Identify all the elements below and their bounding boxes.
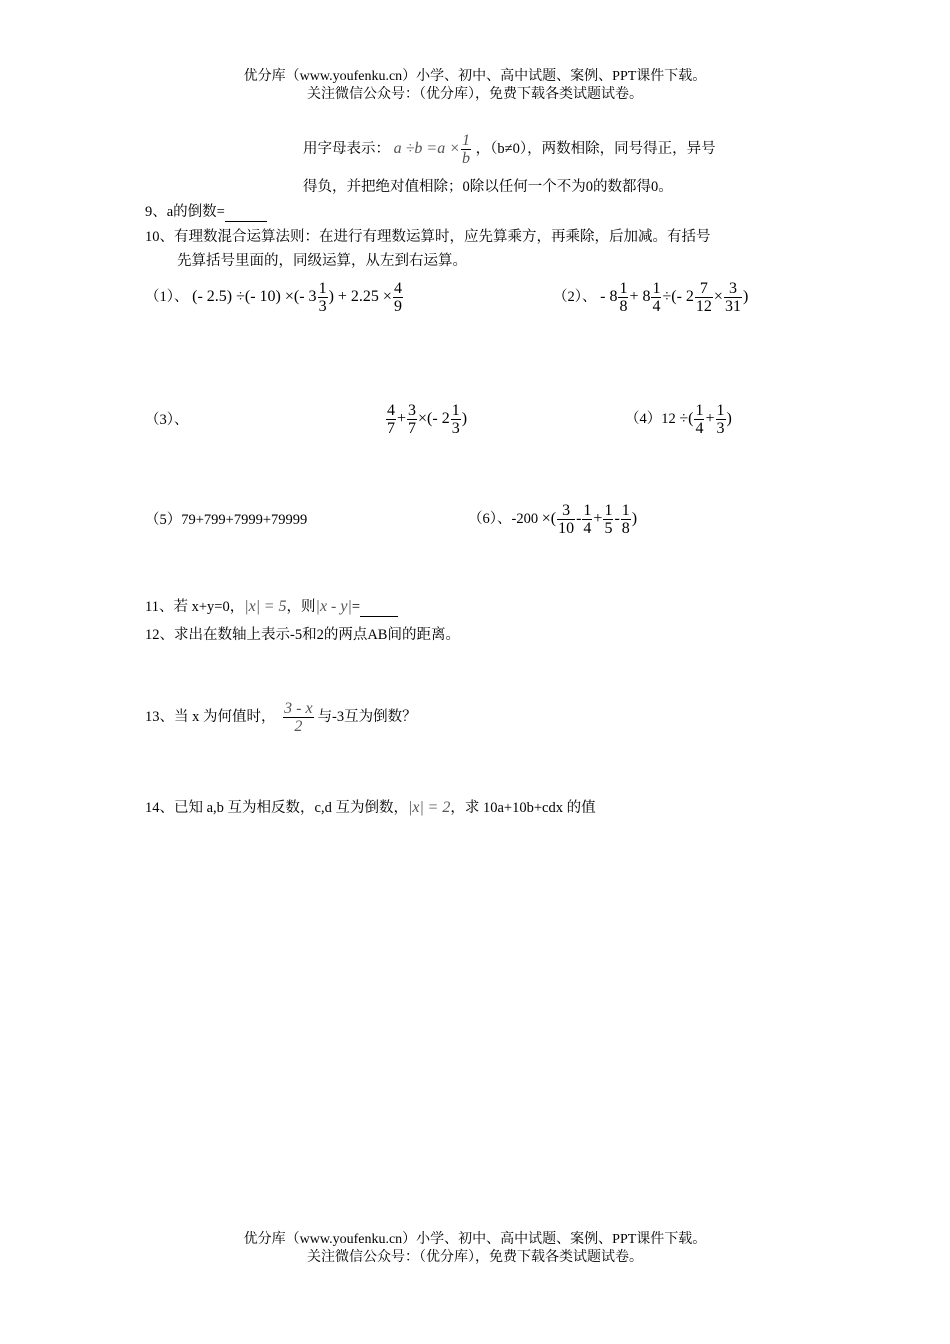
division-rule-fraction: $\frac{1}{b}$ [462, 132, 470, 167]
footer-line-2: 关注微信公众号：（优分库），免费下载各类试题试卷。 [307, 1250, 643, 1265]
division-rule-formula: a ÷b =a × [393, 139, 460, 157]
fraction: $\frac{1}{3}$ [451, 402, 460, 437]
fraction: $\frac{1}{8}$ [619, 280, 628, 315]
fraction: $\frac{3}{7}$ [408, 402, 417, 437]
problem-3-label: （3）、 [145, 412, 189, 428]
fraction: $\frac{1}{3}$ [716, 402, 725, 437]
fraction: $\frac{4}{7}$ [387, 402, 395, 437]
problem-4: （4）12 ÷( $\frac{1}{4}$ + $\frac{1}{3}$ ) [625, 402, 732, 437]
fraction: $\frac{1}{5}$ [604, 502, 613, 537]
answer-blank [360, 600, 398, 617]
fraction: $\frac{4}{9}$ [393, 280, 402, 315]
question-14-prefix: 14、已知 a,b 互为相反数，c,d 互为倒数， [145, 800, 408, 816]
question-13 [145, 700, 417, 735]
fraction: $\frac{3 - x}{2}$ [284, 700, 313, 735]
question-14: 14、已知 a,b 互为相反数，c,d 互为倒数，|x| = 2，求 10a+10b+cdx 的值 [145, 799, 596, 816]
fraction: $\frac{3}{31}$ [724, 280, 741, 315]
problem-6: （6）、-200 ×( $\frac{3}{10}$ - $\frac{1}{4}$ + $\frac{1}{5}$ - $\frac{1}{8}$ ) [468, 502, 638, 537]
fraction: $\frac{1}{4}$ [695, 402, 704, 437]
division-rule-prefix: 用字母表示： [303, 140, 390, 157]
question-9-text: 9、a的倒数= [145, 204, 225, 220]
question-10-line-1: 10、有理数混合运算法则：在进行有理数运算时，应先算乘方，再乘除，后加减。有括号 [145, 229, 711, 245]
question-11: 11、若 x+y=0，|x| = 5，则|x - y|= [145, 597, 398, 617]
question-13-prefix: 13、当 x 为何值时， [145, 708, 276, 725]
problem-6-label: （6）、-200 [468, 510, 539, 527]
fraction: $\frac{1}{3}$ [318, 280, 327, 315]
fraction: $\frac{3}{10}$ [558, 502, 575, 537]
fraction: $\frac{1}{8}$ [621, 502, 630, 537]
header-line-2: 关注微信公众号：（优分库），免费下载各类试题试卷。 [307, 87, 643, 102]
footer-line-1: 优分库（www.youfenku.cn）小学、初中、高中试题、案例、PPT课件下载。 [243, 1232, 707, 1247]
problem-1: （1）、 (- 2.5) ÷(- 10) ×(- 3 $\frac{1}{3}$ ) + 2.25 × $\frac{4}{9}$ [145, 280, 402, 315]
problem-2-label: （2）、 [553, 288, 597, 305]
problem-1-label: （1）、 [145, 288, 189, 305]
fraction: $\frac{1}{4}$ [652, 280, 661, 315]
problem-5: （5）79+799+7999+79999 [145, 512, 308, 528]
division-rule-line-2: 得负，并把绝对值相除；0除以任何一个不为0的数都得0。 [303, 179, 673, 195]
problem-4-label: （4）12 [625, 410, 676, 427]
fraction: $\frac{1}{4}$ [583, 502, 592, 537]
answer-blank [225, 205, 267, 222]
question-11-prefix: 11、若 x+y=0， [145, 599, 245, 615]
problem-3: $\frac{4}{7}$ + $\frac{3}{7}$ ×(- 2 $\frac{1}{3}$ ) [387, 402, 468, 437]
absolute-value: |x| [408, 799, 424, 816]
question-14-suffix: ，求 10a+10b+cdx 的值 [450, 800, 596, 816]
question-10-line-2: 先算括号里面的，同级运算，从左到右运算。 [177, 253, 467, 269]
question-12: 12、求出在数轴上表示-5和2的两点AB间的距离。 [145, 627, 460, 643]
question-9 [145, 202, 267, 222]
division-rule-line-1 [303, 132, 716, 167]
problem-2: （2）、 - 8 $\frac{1}{8}$ + 8 $\frac{1}{4}$ ÷(- 2 $\frac{7}{12}$ × $\frac{3}{31}$ ) [553, 280, 749, 315]
question-13-suffix: 与-3互为倒数？ [317, 708, 417, 725]
absolute-value: |x| [244, 598, 261, 615]
fraction: $\frac{7}{12}$ [695, 280, 712, 315]
absolute-value: |x - y| [315, 598, 352, 615]
division-rule-condition: ，（b≠0），两数相除，同号得正，异号 [475, 140, 716, 157]
header-line-1: 优分库（www.youfenku.cn）小学、初中、高中试题、案例、PPT课件下载。 [243, 69, 707, 84]
